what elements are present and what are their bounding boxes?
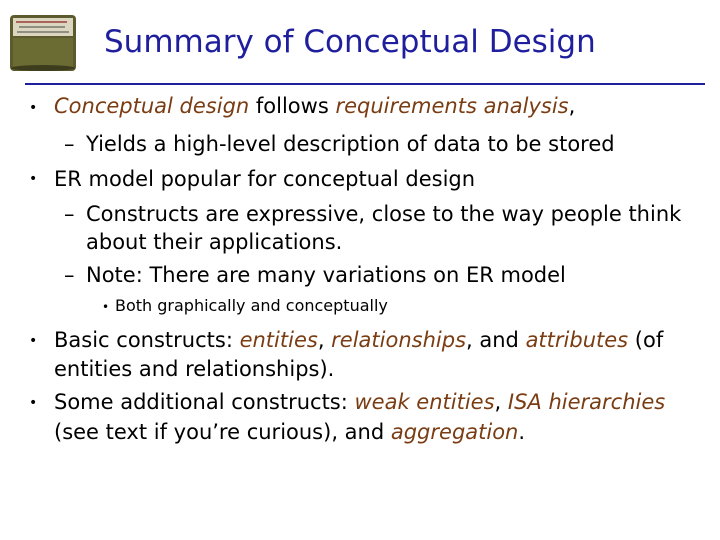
emphasis-text: attributes xyxy=(525,328,629,352)
body-text: . xyxy=(518,420,526,444)
dash-marker: – xyxy=(64,132,75,156)
emphasis-text: aggregation xyxy=(390,420,519,444)
dash-marker: – xyxy=(64,202,75,226)
sub-bullet-constructs-line-1: Constructs are expressive, close to the way people think xyxy=(86,202,682,226)
emphasis-text: relationships xyxy=(331,328,467,352)
body-text: , xyxy=(317,328,332,352)
bullet-basic-constructs xyxy=(54,328,663,352)
sub-bullet-constructs-line-2: about their applications. xyxy=(86,230,343,254)
bullet-marker: • xyxy=(102,300,110,314)
body-text: Some additional constructs: xyxy=(54,390,355,414)
bullet-basic-constructs-line-2: entities and relationships). xyxy=(54,357,335,381)
body-text: , xyxy=(494,390,508,414)
body-text: Basic constructs: xyxy=(54,328,240,352)
sub-sub-bullet-graphically: Both graphically and conceptually xyxy=(115,296,388,315)
body-text: (see text if you’re curious), and xyxy=(54,420,391,444)
sub-bullet-variations: Note: There are many variations on ER model xyxy=(86,263,566,287)
body-text: , and xyxy=(466,328,526,352)
emphasis-text: weak entities xyxy=(354,390,495,414)
emphasis-text: entities xyxy=(239,328,318,352)
bullet-marker: • xyxy=(29,333,38,349)
book-logo-icon xyxy=(9,14,77,72)
body-text: (of xyxy=(628,328,664,352)
emphasis-text: ISA hierarchies xyxy=(507,390,666,414)
slide-title: Summary of Conceptual Design xyxy=(104,24,596,60)
title-divider xyxy=(25,83,705,85)
dash-marker: – xyxy=(64,263,75,287)
emphasis-text: Conceptual design xyxy=(54,94,250,118)
bullet-marker: • xyxy=(29,100,38,116)
emphasis-text: requirements analysis xyxy=(335,94,569,118)
bullet-marker: • xyxy=(29,395,38,411)
bullet-conceptual-design xyxy=(54,94,575,118)
body-text: , xyxy=(568,94,576,118)
bullet-additional-constructs xyxy=(54,390,665,414)
bullet-er-model: ER model popular for conceptual design xyxy=(54,167,476,191)
bullet-additional-constructs-line-2 xyxy=(54,420,525,444)
body-text: follows xyxy=(249,94,336,118)
bullet-marker: • xyxy=(29,171,38,187)
sub-bullet-high-level-description: Yields a high-level description of data to be stored xyxy=(86,132,615,156)
